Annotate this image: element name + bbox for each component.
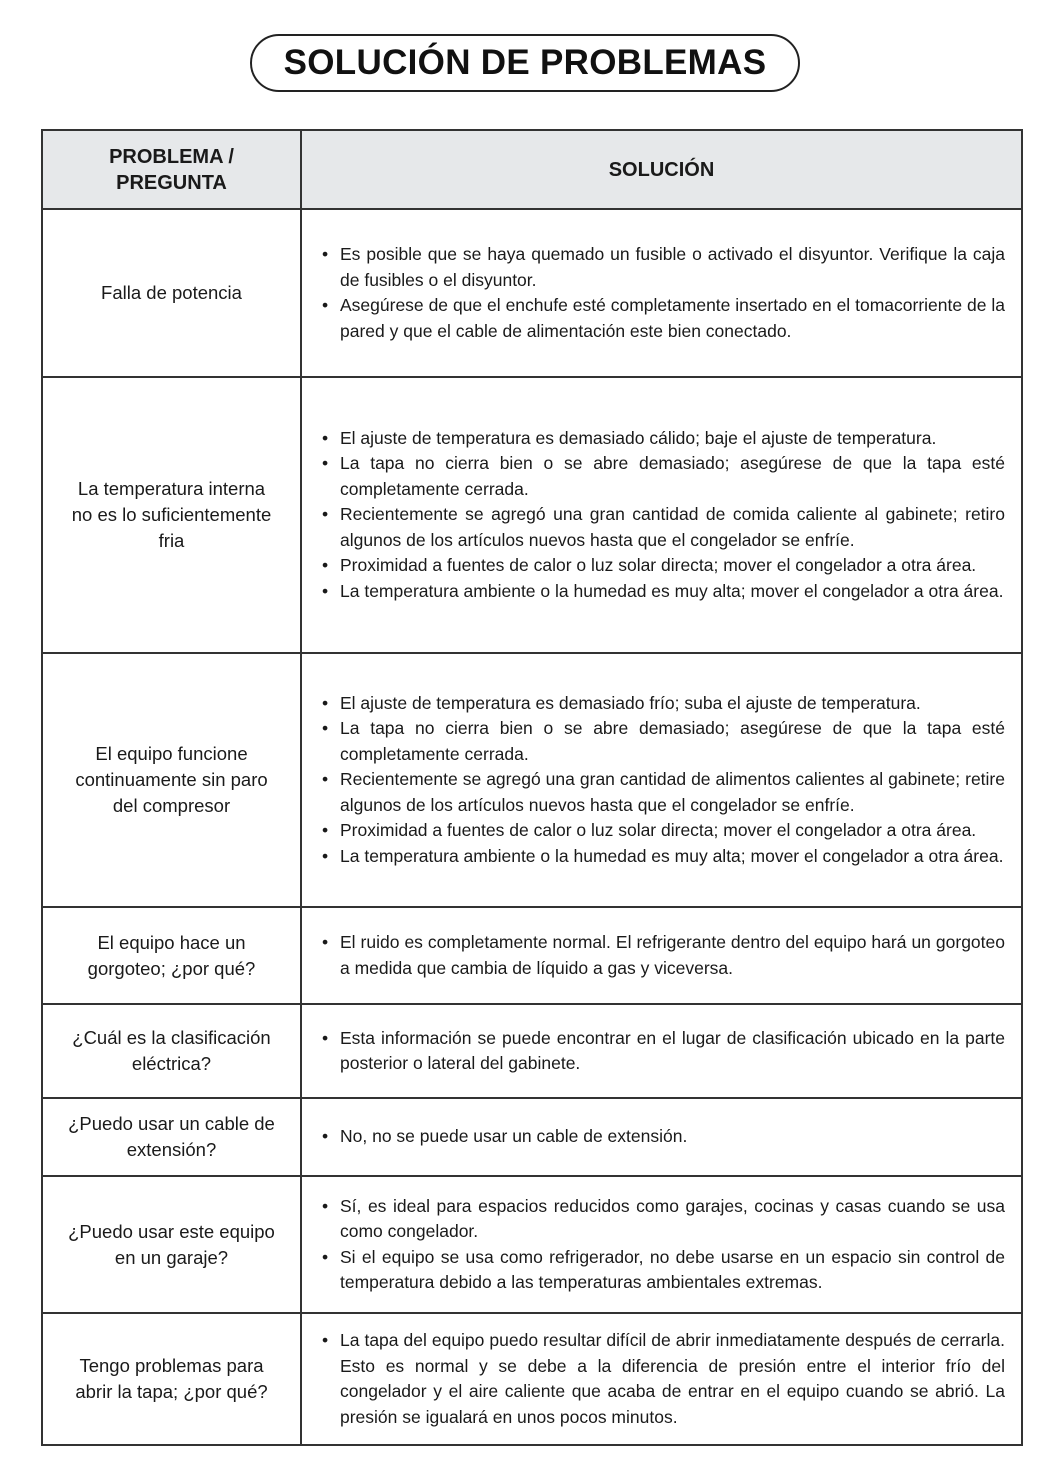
table-row <box>42 907 1022 1004</box>
problem-text: El equipo hace un gorgoteo; ¿por qué? <box>87 931 256 979</box>
solution-item: • Es posible que se haya quemado un fusible o activado el disyuntor. Verifique la caja de fusibles o el disyuntor. <box>316 242 1005 293</box>
solution-item: • La tapa no cierra bien o se abre demasiado; asegúrese de que la tapa esté completamente cerrada. <box>316 716 1005 767</box>
solution-item: • El ruido es completamente normal. El refrigerante dentro del equipo hará un gorgoteo a medida que cambia de líquido a gas y viceversa. <box>316 930 1005 981</box>
solution-item: • Proximidad a fuentes de calor o luz solar directa; mover el congelador a otra área. <box>316 553 1005 579</box>
table-row <box>42 209 1022 377</box>
solution-cell <box>301 1313 1022 1445</box>
troubleshooting-table <box>41 129 1023 1446</box>
solution-item: • El ajuste de temperatura es demasiado cálido; baje el ajuste de temperatura. <box>316 426 1005 452</box>
solution-item: • Asegúrese de que el enchufe esté completamente insertado en el tomacorriente de la pared y que el cable de alimentación este bien conectado. <box>316 293 1005 344</box>
problem-text: Falla de potencia <box>101 282 242 303</box>
solution-cell <box>301 377 1022 653</box>
solution-cell <box>301 209 1022 377</box>
solution-cell <box>301 1098 1022 1176</box>
solution-cell <box>301 1004 1022 1098</box>
solution-cell <box>301 907 1022 1004</box>
solution-item: • La temperatura ambiente o la humedad es muy alta; mover el congelador a otra área. <box>316 844 1005 870</box>
solution-item: • Recientemente se agregó una gran cantidad de comida caliente al gabinete; retiro algunos de los artículos nuevos hasta que el congelador se enfríe. <box>316 502 1005 553</box>
solution-item: • Recientemente se agregó una gran cantidad de alimentos calientes al gabinete; retire algunos de los artículos nuevos hasta que el congelador se enfríe. <box>316 767 1005 818</box>
solution-list <box>316 930 1005 981</box>
header-row <box>42 130 1022 209</box>
solution-item: • Esta información se puede encontrar en el lugar de clasificación ubicado en la parte posterior o lateral del gabinete. <box>316 1026 1005 1077</box>
solution-list <box>316 1328 1005 1430</box>
solution-item: • La temperatura ambiente o la humedad es muy alta; mover el congelador a otra área. <box>316 579 1005 605</box>
page-title: SOLUCIÓN DE PROBLEMAS <box>283 43 767 82</box>
solution-cell <box>301 653 1022 907</box>
solution-item: • La tapa del equipo puedo resultar difícil de abrir inmediatamente después de cerrarla. Esto es normal y se debe a la diferencia de presión entre el interior frío del congelador y el aire caliente que acaba de entrar en el equipo cuando se abrió. La presión se igualará en unos pocos minutos. <box>316 1328 1005 1430</box>
solution-item: • No, no se puede usar un cable de extensión. <box>316 1124 1005 1150</box>
problem-cell <box>42 907 301 1004</box>
problem-cell <box>42 377 301 653</box>
problem-cell <box>42 1176 301 1313</box>
solution-list <box>316 242 1005 344</box>
table-row <box>42 653 1022 907</box>
solution-list <box>316 1194 1005 1296</box>
problem-cell <box>42 1098 301 1176</box>
problem-text: ¿Cuál es la clasificación eléctrica? <box>72 1027 271 1074</box>
header-solution <box>301 130 1022 209</box>
solution-list <box>316 1026 1005 1077</box>
problem-cell <box>42 1004 301 1098</box>
header-problem-label: PROBLEMA / PREGUNTA <box>109 145 234 194</box>
table-row <box>42 1313 1022 1445</box>
solution-item: • Sí, es ideal para espacios reducidos como garajes, cocinas y casas cuando se usa como congelador. <box>316 1194 1005 1245</box>
solution-list <box>316 1124 1005 1150</box>
problem-text: El equipo funcione continuamente sin paro del compresor <box>75 743 268 816</box>
table-row <box>42 377 1022 653</box>
table-row <box>42 1098 1022 1176</box>
solution-cell <box>301 1176 1022 1313</box>
table-row <box>42 1004 1022 1098</box>
problem-text: ¿Puedo usar un cable de extensión? <box>68 1113 275 1160</box>
problem-cell <box>42 1313 301 1445</box>
solution-item: • El ajuste de temperatura es demasiado frío; suba el ajuste de temperatura. <box>316 691 1005 717</box>
problem-text: Tengo problemas para abrir la tapa; ¿por qué? <box>75 1355 268 1402</box>
problem-cell <box>42 653 301 907</box>
solution-item: • Si el equipo se usa como refrigerador, no debe usarse en un espacio sin control de temperatura debido a las temperaturas ambientales extremas. <box>316 1245 1005 1296</box>
page-title-box <box>250 34 800 92</box>
problem-cell <box>42 209 301 377</box>
header-problem <box>42 130 301 209</box>
solution-list <box>316 426 1005 605</box>
table-row <box>42 1176 1022 1313</box>
solution-item: • La tapa no cierra bien o se abre demasiado; asegúrese de que la tapa esté completamente cerrada. <box>316 451 1005 502</box>
problem-text: ¿Puedo usar este equipo en un garaje? <box>68 1220 275 1268</box>
problem-text: La temperatura interna no es lo suficientemente fria <box>71 478 272 551</box>
header-solution-label: SOLUCIÓN <box>608 158 715 181</box>
solution-list <box>316 691 1005 870</box>
solution-item: • Proximidad a fuentes de calor o luz solar directa; mover el congelador a otra área. <box>316 818 1005 844</box>
